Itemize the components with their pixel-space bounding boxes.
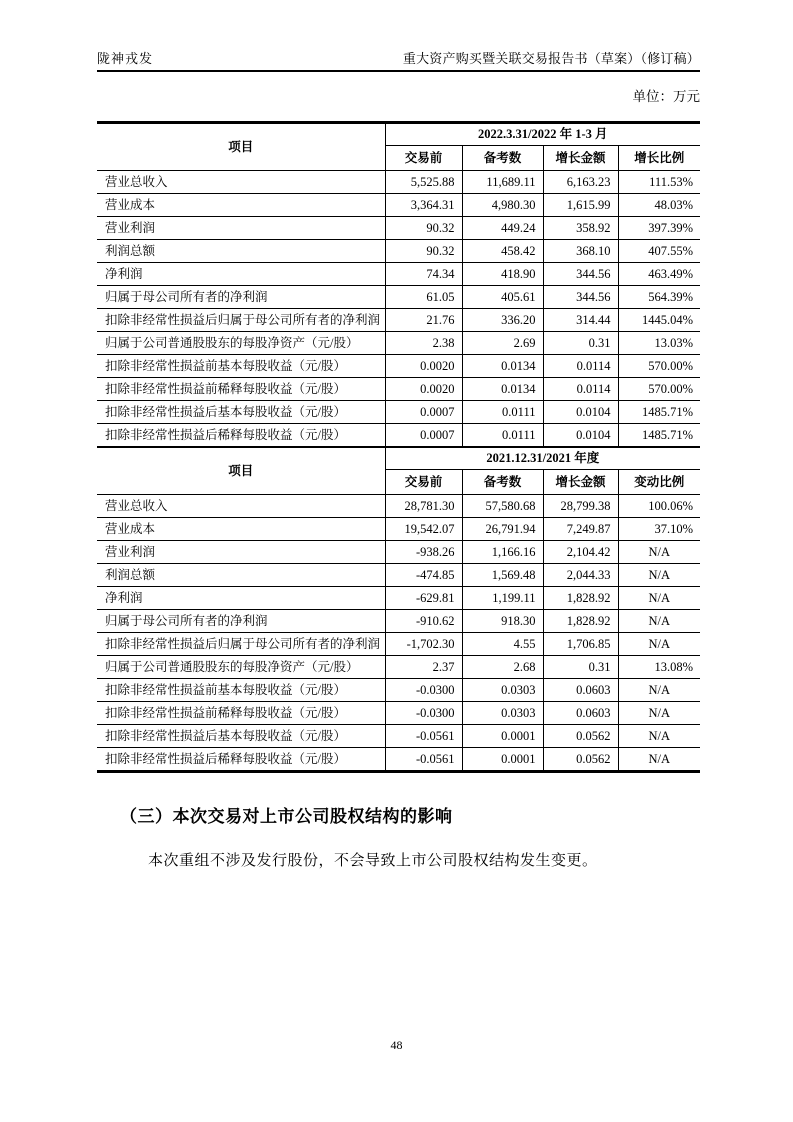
value-cell: 918.30 xyxy=(462,610,543,633)
value-cell: 21.76 xyxy=(385,309,462,332)
item-cell: 扣除非经常性损益前稀释每股收益（元/股） xyxy=(97,378,385,401)
table-row xyxy=(97,541,700,564)
value-cell: 4.55 xyxy=(462,633,543,656)
column-header-growth-ratio: 增长比例 xyxy=(618,146,700,171)
table-row xyxy=(97,564,700,587)
item-column-header: 项目 xyxy=(97,123,385,171)
financial-table-2021 xyxy=(97,446,700,773)
value-cell: 449.24 xyxy=(462,217,543,240)
table-row xyxy=(97,286,700,309)
value-cell: 90.32 xyxy=(385,217,462,240)
unit-label: 单位：万元 xyxy=(632,89,700,104)
table-row xyxy=(97,217,700,240)
table-row xyxy=(97,240,700,263)
item-cell: 扣除非经常性损益后稀释每股收益（元/股） xyxy=(97,424,385,447)
value-cell: 0.0104 xyxy=(543,401,618,424)
value-cell: 405.61 xyxy=(462,286,543,309)
table-row xyxy=(97,725,700,748)
value-cell: 2,044.33 xyxy=(543,564,618,587)
section-paragraph: 本次重组不涉及发行股份，不会导致上市公司股权结构发生变更。 xyxy=(148,853,598,869)
value-cell: 0.0020 xyxy=(385,355,462,378)
value-cell: 0.31 xyxy=(543,332,618,355)
value-cell: 570.00% xyxy=(618,378,700,401)
item-cell: 营业利润 xyxy=(97,541,385,564)
item-cell: 扣除非经常性损益后基本每股收益（元/股） xyxy=(97,725,385,748)
value-cell: 0.0007 xyxy=(385,401,462,424)
value-cell: 0.0114 xyxy=(543,378,618,401)
financial-table-2022 xyxy=(97,121,700,446)
value-cell: -938.26 xyxy=(385,541,462,564)
value-cell: 19,542.07 xyxy=(385,518,462,541)
value-cell: 1445.04% xyxy=(618,309,700,332)
column-header-proforma: 备考数 xyxy=(462,470,543,495)
table-row xyxy=(97,679,700,702)
value-cell: 13.03% xyxy=(618,332,700,355)
value-cell: -1,702.30 xyxy=(385,633,462,656)
column-header-proforma: 备考数 xyxy=(462,146,543,171)
value-cell: 463.49% xyxy=(618,263,700,286)
value-cell: N/A xyxy=(618,725,700,748)
value-cell: 7,249.87 xyxy=(543,518,618,541)
page-content xyxy=(97,0,700,870)
period-header: 2022.3.31/2022 年 1-3 月 xyxy=(385,123,700,146)
table-row xyxy=(97,171,700,194)
value-cell: 2.69 xyxy=(462,332,543,355)
value-cell: N/A xyxy=(618,702,700,725)
value-cell: 26,791.94 xyxy=(462,518,543,541)
value-cell: 3,364.31 xyxy=(385,194,462,217)
item-cell: 净利润 xyxy=(97,263,385,286)
table-row xyxy=(97,633,700,656)
value-cell: 1,569.48 xyxy=(462,564,543,587)
column-header-growth-amount: 增长金额 xyxy=(543,146,618,171)
value-cell: 0.0020 xyxy=(385,378,462,401)
value-cell: -629.81 xyxy=(385,587,462,610)
value-cell: 48.03% xyxy=(618,194,700,217)
item-column-header: 项目 xyxy=(97,447,385,495)
item-cell: 归属于母公司所有者的净利润 xyxy=(97,610,385,633)
value-cell: 90.32 xyxy=(385,240,462,263)
value-cell: 0.0001 xyxy=(462,748,543,772)
value-cell: 100.06% xyxy=(618,495,700,518)
table-row xyxy=(97,194,700,217)
table-row xyxy=(97,378,700,401)
running-header xyxy=(97,0,700,72)
value-cell: 2.68 xyxy=(462,656,543,679)
value-cell: -0.0300 xyxy=(385,679,462,702)
item-cell: 归属于公司普通股股东的每股净资产（元/股） xyxy=(97,656,385,679)
item-cell: 利润总额 xyxy=(97,240,385,263)
value-cell: 1485.71% xyxy=(618,401,700,424)
value-cell: 344.56 xyxy=(543,263,618,286)
value-cell: 61.05 xyxy=(385,286,462,309)
value-cell: 6,163.23 xyxy=(543,171,618,194)
value-cell: 1,828.92 xyxy=(543,587,618,610)
value-cell: 1,166.16 xyxy=(462,541,543,564)
table-header-row xyxy=(97,447,700,470)
value-cell: 1,828.92 xyxy=(543,610,618,633)
value-cell: 11,689.11 xyxy=(462,171,543,194)
value-cell: 0.0134 xyxy=(462,378,543,401)
item-cell: 扣除非经常性损益后稀释每股收益（元/股） xyxy=(97,748,385,772)
item-cell: 扣除非经常性损益后基本每股收益（元/股） xyxy=(97,401,385,424)
value-cell: 368.10 xyxy=(543,240,618,263)
value-cell: 1,199.11 xyxy=(462,587,543,610)
value-cell: N/A xyxy=(618,748,700,772)
value-cell: 1485.71% xyxy=(618,424,700,447)
page-number: 48 xyxy=(390,1038,403,1052)
value-cell: 564.39% xyxy=(618,286,700,309)
table-row xyxy=(97,748,700,772)
item-cell: 扣除非经常性损益后归属于母公司所有者的净利润 xyxy=(97,633,385,656)
value-cell: 358.92 xyxy=(543,217,618,240)
value-cell: 13.08% xyxy=(618,656,700,679)
value-cell: N/A xyxy=(618,587,700,610)
value-cell: 28,781.30 xyxy=(385,495,462,518)
value-cell: 0.31 xyxy=(543,656,618,679)
value-cell: 28,799.38 xyxy=(543,495,618,518)
header-report-title: 重大资产购买暨关联交易报告书（草案）（修订稿） xyxy=(402,51,700,66)
item-cell: 利润总额 xyxy=(97,564,385,587)
value-cell: 0.0603 xyxy=(543,702,618,725)
value-cell: 314.44 xyxy=(543,309,618,332)
item-cell: 营业成本 xyxy=(97,194,385,217)
value-cell: 1,706.85 xyxy=(543,633,618,656)
table-header-row xyxy=(97,123,700,146)
value-cell: N/A xyxy=(618,541,700,564)
value-cell: N/A xyxy=(618,610,700,633)
value-cell: 2,104.42 xyxy=(543,541,618,564)
item-cell: 归属于公司普通股股东的每股净资产（元/股） xyxy=(97,332,385,355)
value-cell: -0.0561 xyxy=(385,725,462,748)
table-row xyxy=(97,332,700,355)
value-cell: 111.53% xyxy=(618,171,700,194)
value-cell: 458.42 xyxy=(462,240,543,263)
value-cell: 0.0111 xyxy=(462,401,543,424)
column-header-growth-amount: 增长金额 xyxy=(543,470,618,495)
value-cell: 344.56 xyxy=(543,286,618,309)
value-cell: 397.39% xyxy=(618,217,700,240)
value-cell: 0.0007 xyxy=(385,424,462,447)
value-cell: 407.55% xyxy=(618,240,700,263)
value-cell: 0.0134 xyxy=(462,355,543,378)
value-cell: 0.0303 xyxy=(462,702,543,725)
item-cell: 归属于母公司所有者的净利润 xyxy=(97,286,385,309)
column-header-pre-deal: 交易前 xyxy=(385,146,462,171)
value-cell: -0.0561 xyxy=(385,748,462,772)
column-header-pre-deal: 交易前 xyxy=(385,470,462,495)
table-row xyxy=(97,263,700,286)
table-row xyxy=(97,656,700,679)
item-cell: 营业总收入 xyxy=(97,171,385,194)
value-cell: -910.62 xyxy=(385,610,462,633)
value-cell: 0.0562 xyxy=(543,748,618,772)
item-cell: 扣除非经常性损益后归属于母公司所有者的净利润 xyxy=(97,309,385,332)
item-cell: 营业总收入 xyxy=(97,495,385,518)
value-cell: 0.0303 xyxy=(462,679,543,702)
value-cell: N/A xyxy=(618,633,700,656)
value-cell: 74.34 xyxy=(385,263,462,286)
column-header-change-ratio: 变动比例 xyxy=(618,470,700,495)
table-row xyxy=(97,355,700,378)
item-cell: 扣除非经常性损益前基本每股收益（元/股） xyxy=(97,355,385,378)
item-cell: 扣除非经常性损益前稀释每股收益（元/股） xyxy=(97,702,385,725)
value-cell: N/A xyxy=(618,564,700,587)
table-row xyxy=(97,587,700,610)
value-cell: 0.0114 xyxy=(543,355,618,378)
table-row xyxy=(97,702,700,725)
value-cell: 0.0001 xyxy=(462,725,543,748)
item-cell: 营业成本 xyxy=(97,518,385,541)
value-cell: -474.85 xyxy=(385,564,462,587)
value-cell: 418.90 xyxy=(462,263,543,286)
table-row xyxy=(97,401,700,424)
value-cell: 2.37 xyxy=(385,656,462,679)
value-cell: 0.0111 xyxy=(462,424,543,447)
value-cell: -0.0300 xyxy=(385,702,462,725)
value-cell: 1,615.99 xyxy=(543,194,618,217)
value-cell: 0.0104 xyxy=(543,424,618,447)
table-row xyxy=(97,309,700,332)
value-cell: 0.0562 xyxy=(543,725,618,748)
item-cell: 营业利润 xyxy=(97,217,385,240)
table-row xyxy=(97,424,700,447)
value-cell: 37.10% xyxy=(618,518,700,541)
table-row xyxy=(97,518,700,541)
period-header: 2021.12.31/2021 年度 xyxy=(385,447,700,470)
table-row xyxy=(97,610,700,633)
value-cell: 570.00% xyxy=(618,355,700,378)
value-cell: 4,980.30 xyxy=(462,194,543,217)
header-company-name: 陇神戎发 xyxy=(97,51,154,66)
section-heading: （三）本次交易对上市公司股权结构的影响 xyxy=(120,807,453,826)
value-cell: N/A xyxy=(618,679,700,702)
value-cell: 5,525.88 xyxy=(385,171,462,194)
value-cell: 336.20 xyxy=(462,309,543,332)
item-cell: 净利润 xyxy=(97,587,385,610)
value-cell: 57,580.68 xyxy=(462,495,543,518)
item-cell: 扣除非经常性损益前基本每股收益（元/股） xyxy=(97,679,385,702)
table-row xyxy=(97,495,700,518)
value-cell: 2.38 xyxy=(385,332,462,355)
value-cell: 0.0603 xyxy=(543,679,618,702)
